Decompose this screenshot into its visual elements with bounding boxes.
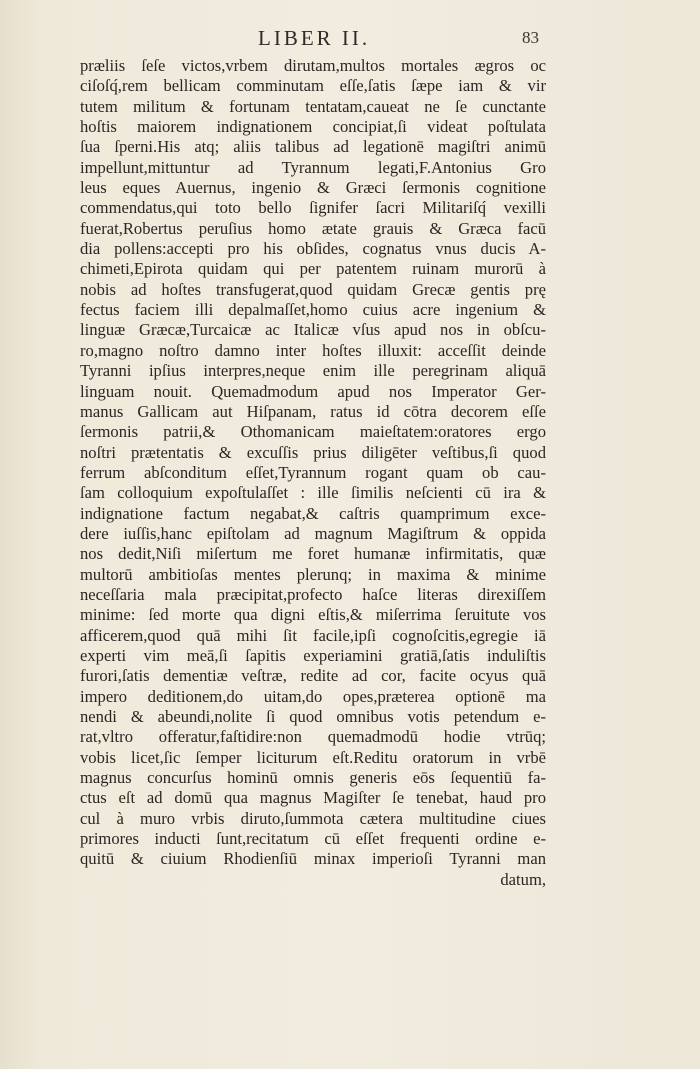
running-head: LIBER II.	[258, 26, 371, 50]
text-line: manus Gallicam aut Hiſpanam, ratus id cōtra decorem eſſe	[80, 401, 546, 421]
text-line: hoſtis maiorem indignationem concipiat,ſi videat poſtulata	[80, 117, 546, 137]
text-line: impellunt,mittuntur ad Tyrannum legati,F.Antonius Gro	[80, 157, 546, 177]
text-line: linguæ Græcæ,Turcaicæ ac Italicæ vſus apud nos in obſcu-	[80, 320, 546, 340]
text-line: ſua ſperni.His atq; aliis talibus ad legationē magiſtri animū	[80, 137, 546, 157]
page-header	[0, 26, 700, 52]
text-line: tutem militum & fortunam tentatam,caueat ne ſe cunctante	[80, 96, 546, 116]
text-line: minime: ſed morte qua digni eſtis,& miſerrima ſeruitute vos	[80, 605, 546, 625]
page-number: 83	[522, 28, 539, 47]
text-line: ciſoſq́,rem bellicam comminutam eſſe,ſatis ſæpe iam & vir	[80, 76, 546, 96]
text-line: ctus eſt ad domū qua magnus Magiſter ſe tenebat, haud pro	[80, 788, 546, 808]
text-line: nendi & abeundi,nolite ſi quod omnibus votis petendum e-	[80, 707, 546, 726]
text-line: vobis licet,ſic ſemper liciturum eſt.Reditu oratorum in vrbē	[80, 747, 546, 767]
text-line: neceſſaria mala præcipitat,profecto haſce literas direxiſſem	[80, 584, 546, 604]
text-line: dere iuſſis,hanc epiſtolam ad magnum Magiſtrum & oppida	[80, 523, 546, 543]
text-line: rat,vltro offeratur,faſtidire:non quemadmodū hodie vtrūq;	[80, 727, 546, 747]
text-line: chimeti,Epirota quidam qui per patentem ruinam murorū à	[80, 259, 546, 279]
text-line: multorū ambitioſas mentes plerunq; in maxima & minime	[80, 564, 546, 584]
text-line: leus eques Auernus, ingenio & Græci ſermonis cognitione	[80, 178, 546, 198]
text-line: linguam nouit. Quemadmodum apud nos Imperator Ger-	[80, 381, 546, 401]
text-line: noſtri prætentatis & excuſſis prius diligēter veſtibus,ſi quod	[80, 442, 546, 462]
text-line: præliis ſeſe victos,vrbem dirutam,multos mortales ægros oc	[80, 56, 546, 75]
text-line: fuerat,Robertus peruſius homo ætate grauis & Græca facū	[80, 218, 546, 238]
text-line: primores inducti ſunt,recitatum cū eſſet frequenti ordine e-	[80, 829, 546, 849]
text-line: fectus faciem illi depalmaſſet,homo cuius acre ingenium &	[80, 300, 546, 320]
text-line: ſermonis patrii,& Othomanicam maieſtatem:oratores ergo	[80, 422, 546, 442]
text-line: nobis ad hoſtes transfugerat,quod quidam Grecæ gentis prę	[80, 279, 546, 299]
text-line: afficerem,quod quā mihi ſit facile,ipſi cognoſcitis,egregie iā	[80, 625, 546, 645]
body-text	[80, 56, 546, 890]
text-line: furori,ſatis dementiæ veſtræ, redite ad cor, facite ocyus quā	[80, 666, 546, 686]
text-line: dia pollens:accepti pro his obſides, cognatus vnus ducis A-	[80, 239, 546, 259]
text-line: magnus concurſus hominū omnis generis eōs ſequentiū fa-	[80, 768, 546, 788]
text-line: datum,	[500, 869, 546, 889]
text-line: indignatione factum negabat,& caſtris quamprimum exce-	[80, 503, 546, 523]
text-line: cul à muro vrbis diruto,ſummota cætera multitudine ciues	[80, 808, 546, 828]
text-line: ferrum abſconditum eſſet,Tyrannum rogant quam ob cau-	[80, 462, 546, 482]
text-line: ro,magno noſtro damno inter hoſtes illuxit: acceſſit deinde	[80, 340, 546, 360]
text-line: commendatus,qui toto bello ſignifer ſacri Militariſq́ vexilli	[80, 198, 546, 218]
text-line: ſam colloquium expoſtulaſſet : ille ſimilis neſcienti cū ira &	[80, 483, 546, 503]
text-line: nos dedit,Niſi miſertum me foret humanæ infirmitatis, quæ	[80, 544, 546, 564]
text-line: Tyranni ipſius interpres,neque enim ille peregrinam aliquā	[80, 361, 546, 381]
text-line: experti vim meā,ſi ſapitis experiamini gratiā,ſatis induliſtis	[80, 645, 546, 665]
text-line: impero deditionem,do uitam,do opes,præterea optionē ma	[80, 686, 546, 706]
text-line: quitū & ciuium Rhodienſiū minax imperioſi Tyranni man	[80, 849, 546, 869]
